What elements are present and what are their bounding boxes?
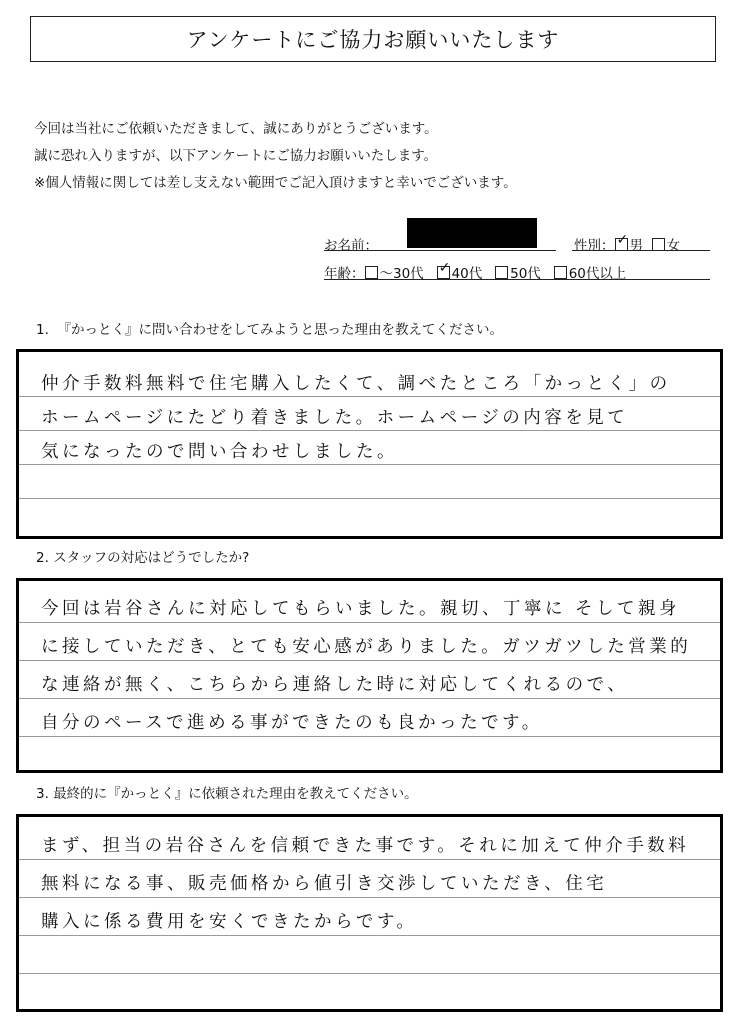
intro-line: 誠に恐れ入りますが、以下アンケートにご協力お願いいたします。	[34, 148, 438, 164]
question-text: スタッフの対応はどうでしたか?	[53, 550, 250, 566]
question-number: 3.	[36, 786, 49, 802]
option-age-40-label: 40代	[451, 266, 483, 282]
ruled-line	[19, 396, 720, 397]
answer-line: に接していただき、とても安心感がありました。ガツガツした営業的	[41, 637, 692, 657]
option-age-50-label: 50代	[510, 266, 541, 282]
question-2	[36, 546, 249, 566]
ruled-line	[19, 622, 720, 623]
age-underline	[324, 279, 710, 280]
question-3	[36, 782, 418, 802]
intro-text	[34, 116, 517, 197]
ruled-line	[19, 430, 720, 431]
option-male-label: 男	[629, 238, 643, 254]
age-label: 年齢：	[324, 266, 365, 282]
answer-box-1[interactable]	[16, 349, 723, 539]
ruled-line	[19, 859, 720, 860]
name-redaction	[407, 218, 537, 248]
answer-line: まず、担当の岩谷さんを信頼できた事です。それに加えて仲介手数料	[41, 836, 690, 856]
question-number: 1.	[36, 322, 49, 338]
answer-line: ホームページにたどり着きました。ホームページの内容を見て	[41, 408, 629, 428]
answer-line: 無料になる事、販売価格から値引き交渉していただき、住宅	[41, 874, 608, 894]
ruled-line	[19, 973, 720, 974]
gender-field	[574, 234, 680, 254]
answer-box-2[interactable]	[16, 578, 723, 773]
answer-line: 気になったので問い合わせしました。	[41, 442, 398, 462]
answer-line: 仲介手数料無料で住宅購入したくて、調べたところ「かっとく」の	[41, 374, 671, 394]
survey-title: アンケートにご協力お願いいたします	[30, 16, 716, 62]
answer-line: 今回は岩谷さんに対応してもらいました。親切、丁寧に そして親身	[41, 599, 681, 619]
checkbox-age-40[interactable]	[437, 266, 450, 279]
gender-underline	[572, 250, 710, 251]
question-text: 『かっとく』に問い合わせをしてみようと思った理由を教えてください。	[57, 322, 503, 338]
checkbox-age-60-plus[interactable]	[554, 266, 567, 279]
checkbox-age-50[interactable]	[495, 266, 508, 279]
answer-line: 購入に係る費用を安くできたからです。	[41, 912, 418, 932]
option-female-label: 女	[666, 238, 681, 254]
intro-line: 今回は当社にご依頼いただきまして、誠にありがとうございます。	[34, 121, 438, 137]
option-age-under-30-label: ～30代	[379, 266, 424, 282]
option-age-60-plus-label: 60代以上	[568, 266, 627, 282]
checkbox-age-under-30[interactable]	[365, 266, 378, 279]
ruled-line	[19, 698, 720, 699]
gender-label: 性別：	[574, 238, 615, 254]
intro-line: ※個人情報に関しては差し支えない範囲でご記入頂けますと幸いでございます。	[34, 175, 517, 191]
ruled-line	[19, 660, 720, 661]
question-text: 最終的に『かっとく』に依頼された理由を教えてください。	[53, 786, 418, 802]
ruled-line	[19, 464, 720, 465]
ruled-line	[19, 935, 720, 936]
question-number: 2.	[36, 550, 49, 566]
name-label: お名前：	[324, 238, 378, 254]
ruled-line	[19, 736, 720, 737]
question-1	[36, 318, 503, 338]
answer-line: 自分のペースで進める事ができたのも良かったです。	[41, 713, 543, 733]
name-underline	[324, 250, 556, 251]
answer-line: な連絡が無く、こちらから連絡した時に対応してくれるので、	[41, 675, 629, 695]
ruled-line	[19, 498, 720, 499]
ruled-line	[19, 897, 720, 898]
answer-box-3[interactable]	[16, 814, 723, 1012]
